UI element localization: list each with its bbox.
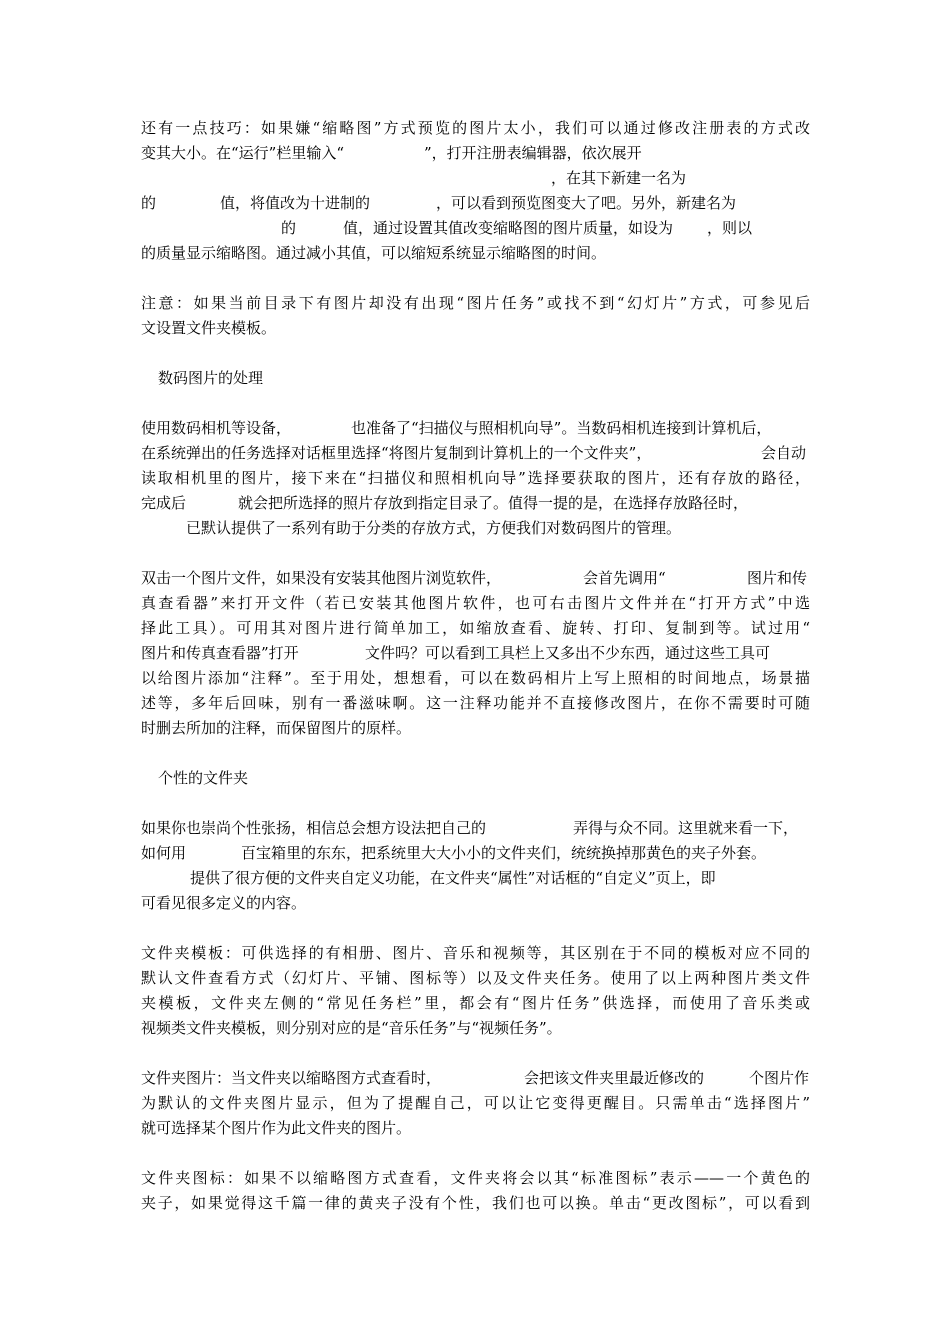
para5-line1-part1: 如果你也崇尚个性张扬，相信总会想方设法把自己的 xyxy=(141,819,487,837)
para3-line1-part2: 也准备了“扫描仪与照相机向导”。当数码相机连接到计算机后， xyxy=(351,419,772,437)
para1-line3-part1: ，在其下新建一名为 xyxy=(551,169,687,187)
para1-line4 xyxy=(141,193,810,213)
para3-line2-part1: 在系统弹出的任务选择对话框里选择“将图片复制到计算机上的一个文件夹”， xyxy=(141,444,652,462)
para7-line2: 为默认的文件夹图片显示，但为了提醒自己，可以让它变得更醒目。只需单击“选择图片” xyxy=(141,1094,810,1112)
para5-line2-part1: 如何用 xyxy=(141,844,187,862)
para2-line1: 注意：如果当前目录下有图片却没有出现“图片任务”或找不到“幻灯片”方式，可参见后 xyxy=(141,294,810,312)
para4-line2: 真查看器”来打开文件（若已安装其他图片软件，也可右击图片文件并在“打开方式”中选 xyxy=(141,594,810,612)
para4-line1-part2: 会首先调用“ xyxy=(583,569,666,587)
para4-line6: 述等，多年后回味，别有一番滋味啊。这一注释功能并不直接修改图片，在你不需要时可随 xyxy=(141,694,810,712)
para1-line2 xyxy=(141,143,810,163)
para4-line3: 择此工具）。可用其对图片进行简单加工，如缩放查看、旋转、打印、复制到等。试过用“ xyxy=(141,619,810,637)
para4-line5: 以给图片添加“注释”。至于用处，想想看，可以在数码相片上写上照相的时间地点，场景描 xyxy=(141,669,810,687)
para7-line1 xyxy=(141,1068,810,1088)
section-heading-custom-folders: 个性的文件夹 xyxy=(158,769,249,787)
para5-line2-part2: 百宝箱里的东东，把系统里大大小小的文件夹们，统统换掉那黄色的夹子外套。 xyxy=(241,844,767,862)
para4-line7: 时删去所加的注释，而保留图片的原样。 xyxy=(141,719,412,737)
para7-line1-part3: 个图片作 xyxy=(749,1069,810,1087)
para8-line1: 文件夹图标：如果不以缩略图方式查看，文件夹将会以其“标准图标”表示——一个黄色的 xyxy=(141,1169,810,1187)
para1-line5 xyxy=(141,218,810,238)
para3-line3: 读取相机里的图片，接下来在“扫描仪和照相机向导”选择要获取的图片，还有存放的路径， xyxy=(141,469,810,487)
para4-line1 xyxy=(141,568,810,588)
para1-line4-part3: ，可以看到预览图变大了吧。另外，新建名为 xyxy=(436,194,737,212)
para1-line1: 还有一点技巧：如果嫌“缩略图”方式预览的图片太小，我们可以通过修改注册表的方式改 xyxy=(141,119,810,137)
para7-line1-part1: 文件夹图片：当文件夹以缩略图方式查看时， xyxy=(141,1069,442,1087)
para5-line2 xyxy=(141,843,810,863)
para3-line4 xyxy=(141,493,810,513)
para2-line2: 文设置文件夹模板。 xyxy=(141,319,277,337)
para5-line3: 提供了很方便的文件夹自定义功能，在文件夹“属性”对话框的“自定义”页上，即 xyxy=(190,869,716,887)
para3-line1-part1: 使用数码相机等设备， xyxy=(141,419,292,437)
para5-line1-part2: 弄得与众不同。这里就来看一下， xyxy=(573,819,799,837)
para1-line4-part2: 值，将值改为十进制的 xyxy=(220,194,371,212)
para3-line4-part1: 完成后 xyxy=(141,494,187,512)
para5-line4: 可看见很多定义的内容。 xyxy=(141,894,307,912)
para7-line3: 就可选择某个图片作为此文件夹的图片。 xyxy=(141,1119,412,1137)
para1-line2-part2: ”，打开注册表编辑器，依次展开 xyxy=(424,144,642,162)
para4-line4 xyxy=(141,643,810,663)
para1-line2-part1: 变其大小。在“运行”栏里输入“ xyxy=(141,144,345,162)
para1-line4-part1: 的 xyxy=(141,194,157,212)
para4-line1-part3: 图片和传 xyxy=(747,569,808,587)
para6-line4: 视频类文件夹模板，则分别对应的是“音乐任务”与“视频任务”。 xyxy=(141,1019,562,1037)
para3-line2 xyxy=(141,443,810,463)
para1-line6: 的质量显示缩略图。通过减小其值，可以缩短系统显示缩略图的时间。 xyxy=(141,244,607,262)
para3-line1 xyxy=(141,418,810,438)
para3-line2-part2: 会自动 xyxy=(761,444,807,462)
para6-line1: 文件夹模板：可供选择的有相册、图片、音乐和视频等，其区别在于不同的模板对应不同的 xyxy=(141,944,810,962)
para4-line4-part2: 文件吗？可以看到工具栏上又多出不少东西，通过这些工具可 xyxy=(365,644,771,662)
para5-line1 xyxy=(141,818,810,838)
para4-line1-part1: 双击一个图片文件，如果没有安装其他图片浏览软件， xyxy=(141,569,502,587)
para6-line2: 默认文件查看方式（幻灯片、平铺、图标等）以及文件夹任务。使用了以上两种图片类文件 xyxy=(141,969,810,987)
para6-line3: 夹模板，文件夹左侧的“常见任务栏”里，都会有“图片任务”供选择，而使用了音乐类或 xyxy=(141,994,810,1012)
para1-line5-part2: 值，通过设置其值改变缩略图的图片质量，如设为 xyxy=(343,219,674,237)
para3-line5: 已默认提供了一系列有助于分类的存放方式，方便我们对数码图片的管理。 xyxy=(186,519,682,537)
para1-line3 xyxy=(141,168,810,188)
section-heading-digital-photos: 数码图片的处理 xyxy=(158,369,264,387)
para7-line1-part2: 会把该文件夹里最近修改的 xyxy=(524,1069,705,1087)
para1-line5-part3: ，则以 xyxy=(707,219,753,237)
para4-line4-part1: 图片和传真查看器”打开 xyxy=(141,644,299,662)
para1-line5-part1: 的 xyxy=(281,219,297,237)
para8-line2: 夹子，如果觉得这千篇一律的黄夹子没有个性，我们也可以换。单击“更改图标”，可以看到 xyxy=(141,1194,810,1212)
para3-line4-part2: 就会把所选择的照片存放到指定目录了。值得一提的是，在选择存放路径时， xyxy=(238,494,749,512)
